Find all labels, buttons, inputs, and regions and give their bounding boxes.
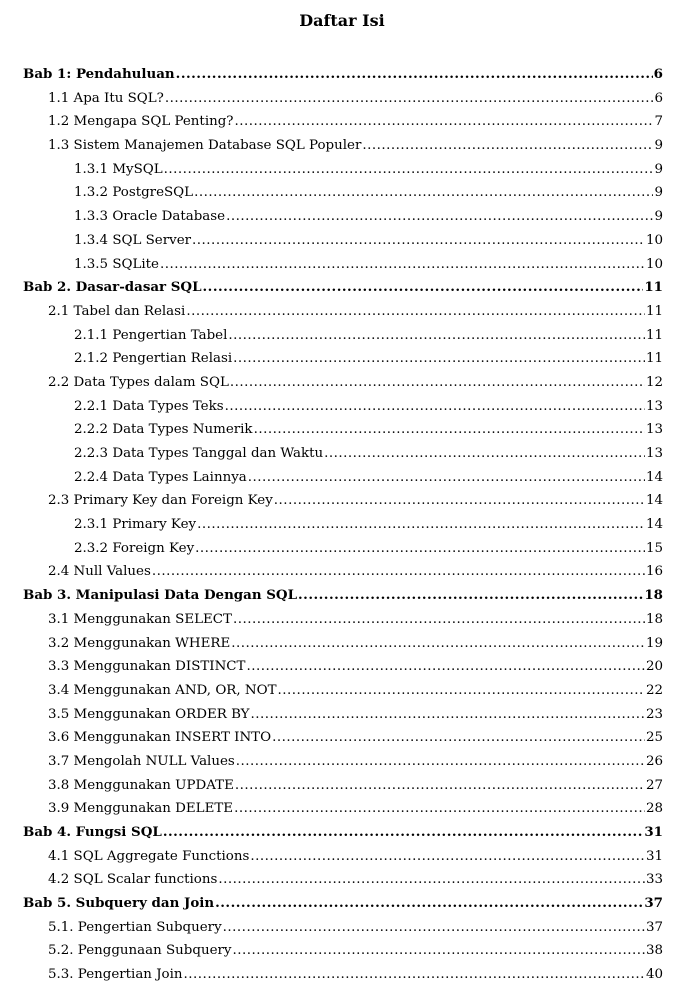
toc-section-entry[interactable]	[23, 655, 663, 679]
toc-section-entry[interactable]	[23, 513, 663, 537]
toc-dot-leader	[215, 892, 643, 916]
toc-entry-label: 1.3.4 SQL Server	[74, 232, 192, 248]
toc-entry-label: 1.3.3 Oracle Database	[74, 209, 226, 225]
toc-page-number: 9	[654, 161, 663, 177]
toc-section-entry[interactable]	[23, 371, 663, 395]
toc-page-number: 6	[653, 66, 663, 82]
toc-page-number: 6	[654, 90, 663, 106]
toc-dot-leader	[152, 560, 645, 584]
toc-section-entry[interactable]	[23, 229, 663, 253]
toc-entry-label: Bab 4. Fungsi SQL	[23, 824, 162, 840]
toc-entry-label: 3.2 Menggunakan WHERE	[48, 635, 231, 651]
toc-section-entry[interactable]	[23, 466, 663, 490]
toc-dot-leader	[362, 134, 653, 158]
toc-dot-leader	[254, 418, 645, 442]
toc-section-entry[interactable]	[23, 774, 663, 798]
toc-dot-leader	[230, 371, 645, 395]
toc-dot-leader	[197, 513, 645, 537]
toc-page-number: 33	[645, 872, 663, 888]
toc-page-number: 25	[645, 730, 663, 746]
toc-page-number: 31	[644, 824, 663, 840]
toc-entry-label: 2.2 Data Types dalam SQL	[48, 374, 229, 390]
toc-entry-label: 5.1. Pengertian Subquery	[48, 919, 222, 935]
toc-page-number: 9	[654, 138, 663, 154]
toc-entry-label: 1.1 Apa Itu SQL?	[48, 90, 164, 106]
toc-entry-label: 3.4 Menggunakan AND, OR, NOT	[48, 682, 277, 698]
toc-dot-leader	[233, 608, 645, 632]
toc-entry-label: Bab 3. Manipulasi Data Dengan SQL	[23, 587, 297, 604]
toc-section-entry[interactable]	[23, 963, 663, 987]
toc-section-entry[interactable]	[23, 110, 663, 134]
toc-page-number: 14	[645, 517, 663, 533]
toc-dot-leader	[163, 821, 644, 845]
toc-entry-label: 1.2 Mengapa SQL Penting?	[48, 114, 234, 130]
toc-dot-leader	[164, 158, 654, 182]
toc-dot-leader	[251, 703, 645, 727]
toc-page-number: 16	[645, 564, 663, 580]
toc-dot-leader	[246, 655, 644, 679]
toc-section-entry[interactable]	[23, 158, 663, 182]
toc-dot-leader	[218, 868, 645, 892]
toc-dot-leader	[234, 797, 645, 821]
toc-dot-leader	[192, 229, 645, 253]
toc-entry-label: Bab 1: Pendahuluan	[23, 66, 175, 82]
toc-entry-label: Bab 5. Subquery dan Join	[23, 895, 215, 912]
toc-section-entry[interactable]	[23, 797, 663, 821]
toc-page-number: 9	[654, 209, 663, 225]
toc-section-entry[interactable]	[23, 939, 663, 963]
toc-section-entry[interactable]	[23, 750, 663, 774]
toc-dot-leader	[165, 87, 654, 111]
toc-page-number: 40	[645, 967, 663, 983]
toc-dot-leader	[203, 276, 644, 300]
toc-chapter-entry[interactable]	[23, 821, 663, 845]
toc-page-number: 7	[654, 114, 663, 130]
toc-dot-leader	[186, 300, 645, 324]
toc-entry-label: Bab 2. Dasar-dasar SQL	[23, 279, 202, 296]
toc-page-number: 26	[645, 753, 663, 769]
toc-entry-label: 1.3.5 SQLite	[74, 256, 159, 272]
toc-section-entry[interactable]	[23, 726, 663, 750]
toc-dot-leader	[278, 679, 645, 703]
toc-entry-label: 1.3.2 PostgreSQL	[74, 185, 194, 201]
toc-page-number: 19	[645, 635, 663, 651]
toc-page-number: 20	[645, 659, 663, 675]
toc-dot-leader	[176, 63, 653, 87]
toc-dot-leader	[250, 845, 645, 869]
toc-entry-label: 3.9 Menggunakan DELETE	[48, 801, 234, 817]
toc-page-number: 37	[644, 895, 663, 912]
toc-chapter-entry[interactable]	[23, 892, 663, 916]
toc-chapter-entry[interactable]	[23, 276, 663, 300]
toc-dot-leader	[272, 726, 645, 750]
toc-entry-label: 2.1.1 Pengertian Tabel	[74, 327, 228, 343]
toc-section-entry[interactable]	[23, 560, 663, 584]
toc-page-number: 11	[644, 279, 663, 296]
toc-section-entry[interactable]	[23, 679, 663, 703]
toc-dot-leader	[223, 916, 645, 940]
toc-page-number: 13	[645, 398, 663, 414]
toc-page-number: 27	[645, 777, 663, 793]
toc-entry-label: 3.5 Menggunakan ORDER BY	[48, 706, 250, 722]
toc-page-number: 12	[645, 374, 663, 390]
toc-page-number: 13	[645, 446, 663, 461]
toc-dot-leader	[226, 205, 653, 229]
toc-entry-label: 3.3 Menggunakan DISTINCT	[48, 659, 246, 675]
toc-section-entry[interactable]	[23, 87, 663, 111]
toc-page-number: 22	[645, 682, 663, 698]
toc-section-entry[interactable]	[23, 608, 663, 632]
toc-entry-label: 2.3.2 Foreign Key	[74, 540, 195, 556]
toc-entry-label: 2.2.2 Data Types Numerik	[74, 422, 253, 438]
toc-dot-leader	[248, 466, 645, 490]
toc-section-entry[interactable]	[23, 205, 663, 229]
toc-dot-leader	[233, 347, 645, 371]
toc-entry-label: 1.3.1 MySQL	[74, 161, 163, 177]
toc-section-entry[interactable]	[23, 489, 663, 513]
toc-chapter-entry[interactable]	[23, 63, 663, 87]
toc-section-entry[interactable]	[23, 300, 663, 324]
toc-page-number: 38	[645, 943, 663, 959]
toc-dot-leader	[184, 963, 645, 987]
toc-entry-label: 2.2.1 Data Types Teks	[74, 398, 224, 414]
toc-section-entry[interactable]	[23, 868, 663, 892]
toc-dot-leader	[160, 253, 645, 277]
toc-entry-label: 2.2.4 Data Types Lainnya	[74, 469, 247, 485]
toc-entry-label: 1.3 Sistem Manajemen Database SQL Populer	[48, 138, 362, 154]
toc-dot-leader	[324, 442, 645, 466]
toc-entry-label: 2.2.3 Data Types Tanggal dan Waktu	[74, 446, 324, 461]
toc-dot-leader	[298, 584, 643, 608]
toc-entry-label: 2.1 Tabel dan Relasi	[48, 303, 186, 319]
toc-dot-leader	[235, 774, 645, 798]
toc-section-entry[interactable]	[23, 703, 663, 727]
toc-entry-label: 4.2 SQL Scalar functions	[48, 872, 218, 888]
toc-page-number: 11	[645, 303, 663, 319]
toc-page-number: 18	[644, 587, 663, 604]
toc-page-number: 11	[645, 327, 663, 343]
toc-entry-label: 4.1 SQL Aggregate Functions	[48, 848, 250, 864]
toc-entry-label: 2.3 Primary Key dan Foreign Key	[48, 493, 273, 509]
toc-page-number: 28	[645, 801, 663, 817]
toc-dot-leader	[231, 632, 645, 656]
toc-section-entry[interactable]	[23, 134, 663, 158]
toc-section-entry[interactable]	[23, 253, 663, 277]
toc-page-number: 10	[645, 232, 663, 248]
toc-page-number: 14	[645, 493, 663, 509]
toc-section-entry[interactable]	[23, 632, 663, 656]
toc-entry-label: 3.1 Menggunakan SELECT	[48, 611, 232, 627]
toc-list	[23, 63, 663, 987]
toc-entry-label: 3.6 Menggunakan INSERT INTO	[48, 730, 272, 746]
toc-chapter-entry[interactable]	[23, 584, 663, 608]
toc-entry-label: 3.7 Mengolah NULL Values	[48, 753, 235, 769]
toc-dot-leader	[228, 324, 645, 348]
toc-section-entry[interactable]	[23, 916, 663, 940]
toc-entry-label: 5.3. Pengertian Join	[48, 967, 183, 983]
toc-section-entry[interactable]	[23, 442, 663, 466]
toc-page-number: 23	[645, 706, 663, 722]
toc-section-entry[interactable]	[23, 181, 663, 205]
toc-page-number: 11	[645, 351, 663, 367]
toc-section-entry[interactable]	[23, 537, 663, 561]
toc-page-number: 15	[645, 540, 663, 556]
toc-dot-leader	[195, 537, 645, 561]
toc-dot-leader	[236, 750, 645, 774]
toc-entry-label: 2.3.1 Primary Key	[74, 517, 197, 533]
page-title: Daftar Isi	[299, 11, 385, 30]
toc-dot-leader	[234, 110, 653, 134]
toc-page-number: 37	[645, 919, 663, 935]
toc-section-entry[interactable]	[23, 845, 663, 869]
toc-section-entry[interactable]	[23, 418, 663, 442]
toc-dot-leader	[232, 939, 644, 963]
toc-page-number: 18	[645, 611, 663, 627]
toc-page-number: 13	[645, 422, 663, 438]
toc-dot-leader	[274, 489, 645, 513]
toc-entry-label: 2.4 Null Values	[48, 564, 151, 580]
toc-section-entry[interactable]	[23, 347, 663, 371]
toc-entry-label: 3.8 Menggunakan UPDATE	[48, 777, 234, 793]
toc-page-number: 14	[645, 469, 663, 485]
toc-section-entry[interactable]	[23, 395, 663, 419]
toc-dot-leader	[225, 395, 645, 419]
toc-page-number: 31	[645, 848, 663, 864]
toc-page-number: 9	[654, 185, 663, 201]
toc-entry-label: 5.2. Penggunaan Subquery	[48, 943, 232, 959]
toc-dot-leader	[194, 181, 653, 205]
toc-section-entry[interactable]	[23, 324, 663, 348]
toc-page-number: 10	[645, 256, 663, 272]
toc-entry-label: 2.1.2 Pengertian Relasi	[74, 351, 233, 367]
